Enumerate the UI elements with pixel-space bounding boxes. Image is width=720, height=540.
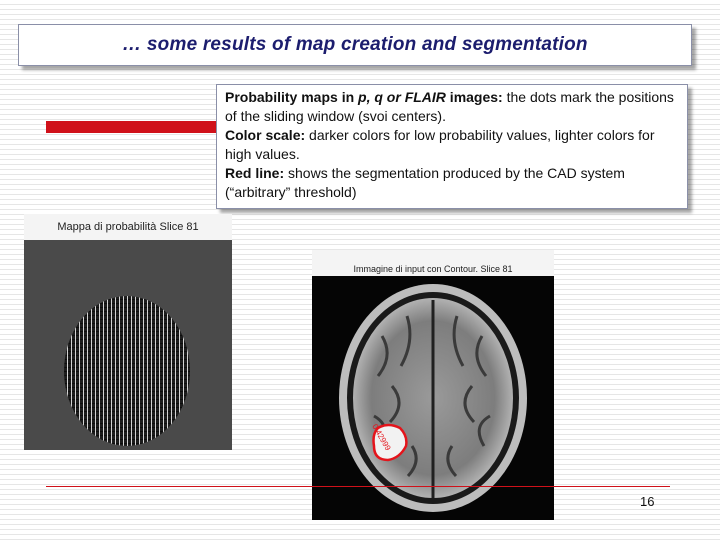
probability-map-image (24, 214, 232, 450)
mri-title: Immagine di input con Contour. Slice 81 (353, 264, 513, 274)
description-line-probability (225, 88, 679, 126)
footer-divider (46, 486, 670, 487)
description-line-red-line (225, 164, 679, 202)
slide-title-box (18, 24, 692, 66)
description-text-red-line: shows the segmentation produced by the CAD system (“arbitrary” threshold) (225, 165, 625, 200)
description-text-color-scale: darker colors for low probability values, lighter colors for high values. (225, 127, 655, 162)
description-box (216, 84, 688, 209)
red-accent-bar (46, 121, 242, 133)
description-label-probability-suffix: images: (445, 89, 503, 105)
description-label-probability: Probability maps in (225, 89, 359, 105)
contour-label: 0.42999 (370, 422, 393, 453)
page-number: 16 (640, 494, 655, 509)
description-text-probability: the dots mark the positions of the sliding window (svoi centers). (225, 89, 674, 124)
description-label-probability-italic: p, q or FLAIR (358, 89, 446, 105)
description-line-color-scale (225, 126, 679, 164)
mri-brain-scan (312, 276, 554, 520)
description-label-color-scale: Color scale: (225, 127, 306, 143)
mri-contour-image (312, 250, 554, 520)
probability-map-brain (64, 296, 190, 446)
probability-map-title: Mappa di probabilità Slice 81 (57, 221, 199, 233)
description-label-red-line: Red line: (225, 165, 285, 181)
slide-title: … some results of map creation and segmentation (122, 34, 588, 55)
